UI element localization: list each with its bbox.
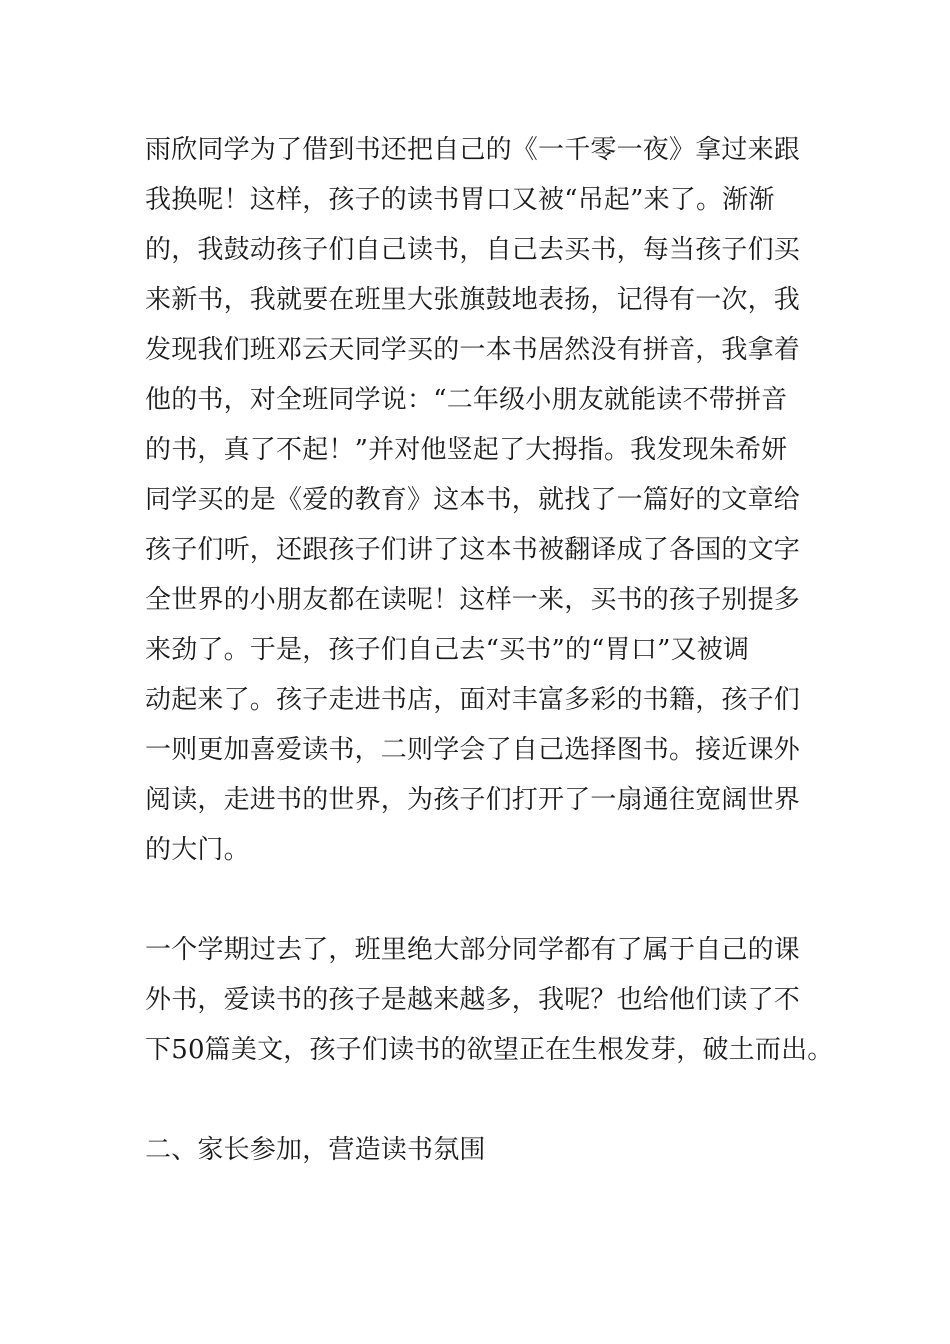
paragraph-1-line-15: 的大门。: [145, 835, 250, 865]
paragraph-1-line-6: 他的书，对全班同学说：“二年级小朋友就能读不带拼音: [145, 385, 788, 415]
paragraph-1-line-13: 一则更加喜爱读书，二则学会了自己选择图书。接近课外: [145, 735, 801, 765]
paragraph-1-line-8: 同学买的是《爱的教育》这本书，就找了一篇好的文章给: [145, 485, 801, 515]
paragraph-1-line-7: 的书，真了不起！”并对他竖起了大拇指。我发现朱希妍: [145, 435, 788, 465]
paragraph-2-line-2: 外书，爱读书的孩子是越来越多，我呢？也给他们读了不: [145, 985, 801, 1015]
paragraph-1-line-11: 来劲了。于是，孩子们自己去“买书”的“胃口”又被调: [145, 635, 750, 665]
paragraph-1-line-4: 来新书，我就要在班里大张旗鼓地表扬，记得有一次，我: [145, 285, 801, 315]
paragraph-1-line-5: 发现我们班邓云天同学买的一本书居然没有拼音，我拿着: [145, 335, 801, 365]
section-heading: 二、家长参加，营造读书氛围: [145, 1135, 486, 1165]
paragraph-2-line-3: 下50篇美文，孩子们读书的欲望正在生根发芽，破土而出。: [145, 1035, 834, 1065]
paragraph-2-line-1: 一个学期过去了，班里绝大部分同学都有了属于自己的课: [145, 935, 801, 965]
paragraph-1-line-9: 孩子们听，还跟孩子们讲了这本书被翻译成了各国的文字: [145, 535, 801, 565]
paragraph-1-line-2: 我换呢！这样，孩子的读书胃口又被“吊起”来了。渐渐: [145, 185, 775, 215]
paragraph-1-line-10: 全世界的小朋友都在读呢！这样一来，买书的孩子别提多: [145, 585, 801, 615]
paragraph-1-line-1: 雨欣同学为了借到书还把自己的《一千零一夜》拿过来跟: [145, 135, 801, 165]
paragraph-1-line-14: 阅读，走进书的世界，为孩子们打开了一扇通往宽阔世界: [145, 785, 801, 815]
paragraph-1-line-12: 动起来了。孩子走进书店，面对丰富多彩的书籍，孩子们: [145, 685, 801, 715]
paragraph-1-line-3: 的，我鼓动孩子们自己读书，自己去买书，每当孩子们买: [145, 235, 801, 265]
